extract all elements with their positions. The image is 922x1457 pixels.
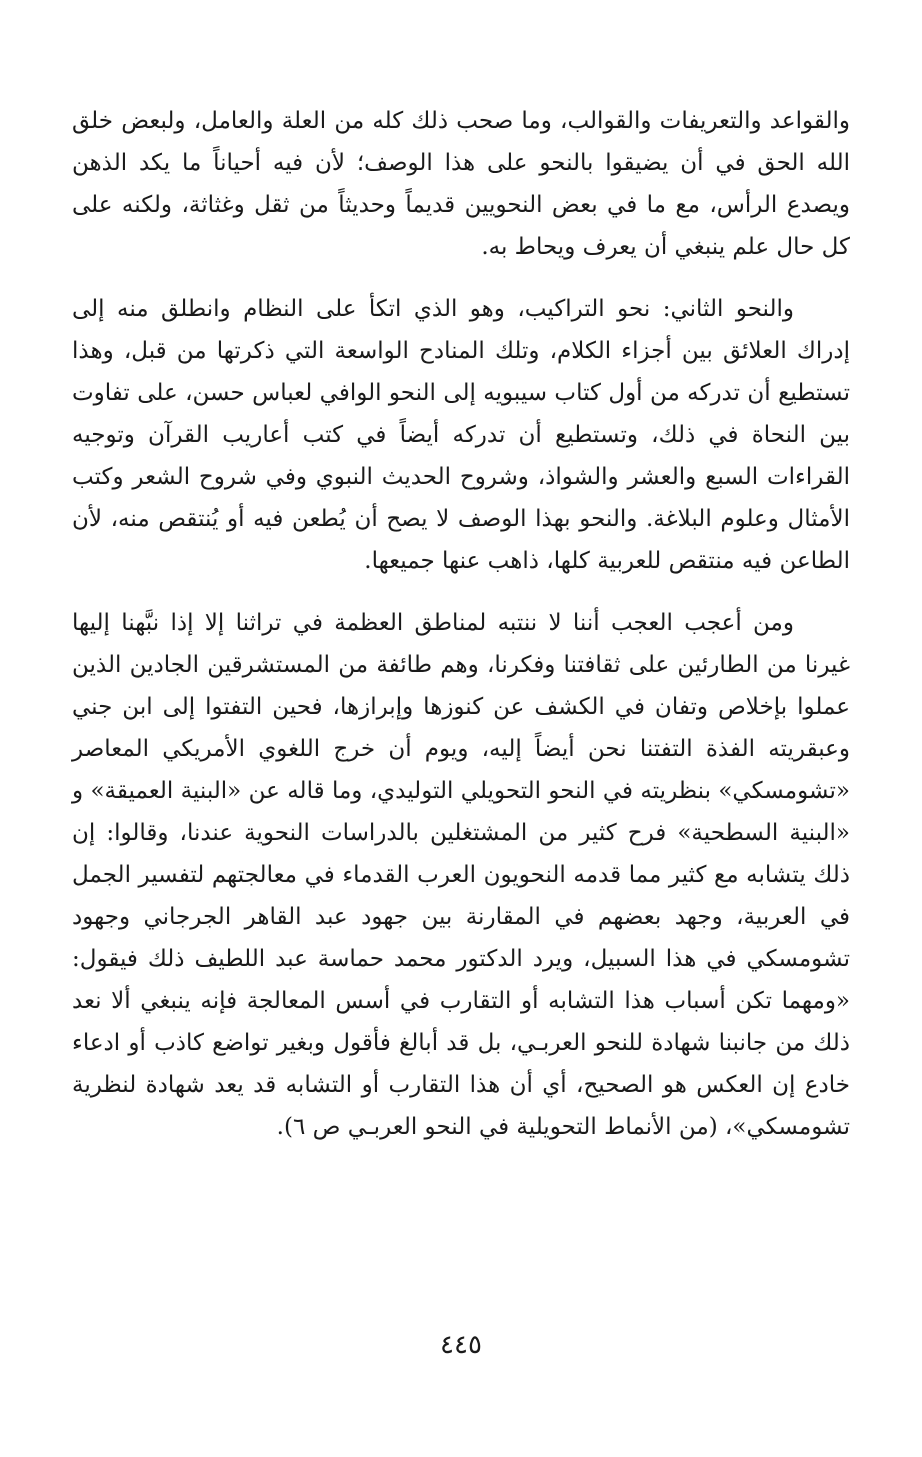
- page-number: ٤٤٥: [440, 1330, 482, 1360]
- paragraph-3: ومن أعجب العجب أننا لا ننتبه لمناطق العظمة في تراثنا إلا إذا نبَّهنا إليها غيرنا من الطارئين على ثقافتنا وفكرنا، وهم طائفة من المستشرقين الجادين الذين عملوا بإخلاص وتفان في الكشف عن كنوزها وإبرازها، فحين التفتوا إلى ابن جني وعبقريته الفذة التفتنا نحن أيضاً إليه، ويوم أن خرج اللغوي الأمريكي المعاصر «تشومسكي» بنظريته في النحو التحويلي التوليدي، وما قاله عن «البنية العميقة» و «البنية السطحية» فرح كثير من المشتغلين بالدراسات النحوية عندنا، وقالوا: إن ذلك يتشابه مع كثير مما قدمه النحويون العرب القدماء في معالجتهم لتفسير الجمل في العربية، وجهد بعضهم في المقارنة بين جهود عبد القاهر الجرجاني وجهود تشومسكي في هذا السبيل، ويرد الدكتور محمد حماسة عبد اللطيف ذلك فيقول: «ومهما تكن أسباب هذا التشابه أو التقارب في أسس المعالجة فإنه ينبغي ألا نعد ذلك من جانبنا شهادة للنحو العربـي، بل قد أبالغ فأقول وبغير تواضع كاذب أو ادعاء خادع إن العكس هو الصحيح، أي أن هذا التقارب أو التشابه قد يعد شهادة لنظرية تشومسكي»، (من الأنماط التحويلية في النحو العربـي ص ٦).: [72, 610, 850, 1140]
- paragraph-1: والقواعد والتعريفات والقوالب، وما صحب ذلك كله من العلة والعامل، ولبعض خلق الله الحق في أن يضيقوا بالنحو على هذا الوصف؛ لأن فيه أحياناً ما يكد الذهن ويصدع الرأس، مع ما في بعض النحويين قديماً وحديثاً من ثقل وغثاثة، ولكنه على كل حال علم ينبغي أن يعرف ويحاط به.: [72, 108, 850, 260]
- paragraph-2: والنحو الثاني: نحو التراكيب، وهو الذي اتكأ على النظام وانطلق منه إلى إدراك العلائق بين أجزاء الكلام، وتلك المنادح الواسعة التي ذكرتها من قبل، وهذا تستطيع أن تدركه من أول كتاب سيبويه إلى النحو الوافي لعباس حسن، على تفاوت بين النحاة في ذلك، وتستطيع أن تدركه أيضاً في كتب أعاريب القرآن وتوجيه القراءات السبع والعشر والشواذ، وشروح الحديث النبوي وفي شروح الشعر وكتب الأمثال وعلوم البلاغة. والنحو بهذا الوصف لا يصح أن يُطعن فيه أو يُنتقص منه، لأن الطاعن فيه منتقص للعربية كلها، ذاهب عنها جميعها.: [72, 296, 850, 574]
- page-body: [72, 100, 850, 1148]
